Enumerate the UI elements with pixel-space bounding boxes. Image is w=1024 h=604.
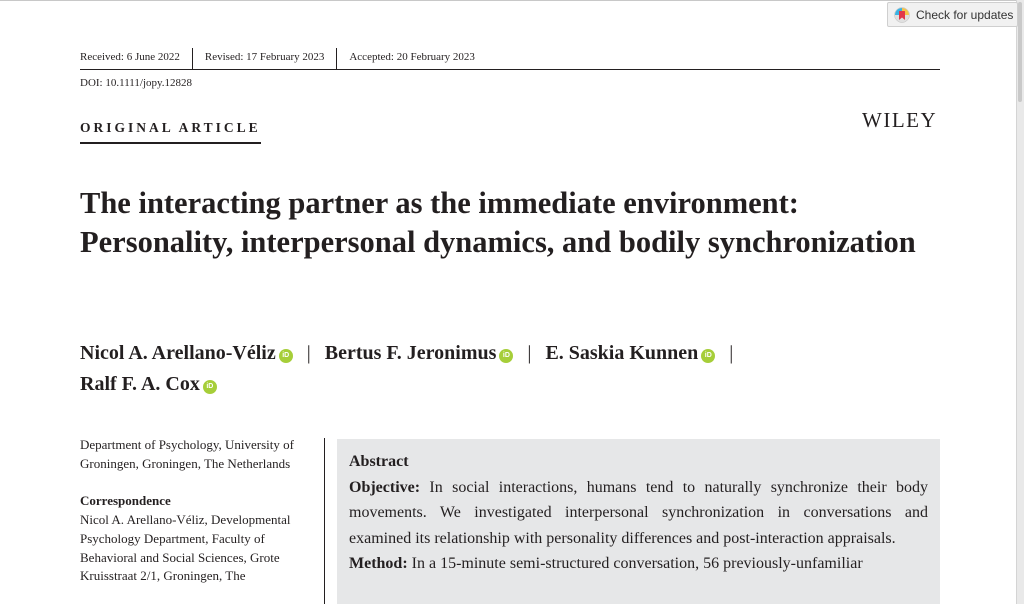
revised-date: Revised: 17 February 2023	[192, 48, 336, 70]
orcid-icon[interactable]: iD	[279, 349, 293, 363]
author-name[interactable]: E. Saskia Kunnen	[545, 342, 699, 364]
correspondence-heading: Correspondence	[80, 493, 171, 509]
scrollbar-thumb[interactable]	[1018, 2, 1022, 102]
doi[interactable]: DOI: 10.1111/jopy.12828	[80, 77, 193, 89]
orcid-icon[interactable]: iD	[203, 380, 217, 394]
article-type: ORIGINAL ARTICLE	[80, 120, 261, 144]
column-divider	[324, 438, 325, 604]
author	[325, 338, 514, 369]
author-name[interactable]: Ralf F. A. Cox	[80, 373, 200, 395]
author	[80, 338, 293, 369]
abstract-objective	[349, 475, 928, 552]
author-separator: |	[527, 342, 532, 364]
method-label: Method:	[349, 555, 408, 572]
accepted-date: Accepted: 20 February 2023	[336, 48, 487, 70]
abstract-box	[337, 439, 940, 604]
author-name[interactable]: Nicol A. Arellano-Véliz	[80, 342, 276, 364]
publisher-logo: WILEY	[862, 108, 938, 132]
affiliation: Department of Psychology, University of Groningen, Groningen, The Netherlands	[80, 437, 294, 471]
author-name[interactable]: Bertus F. Jeronimus	[324, 342, 497, 364]
crossmark-icon	[894, 7, 910, 23]
paper-title: The interacting partner as the immediate environment: Personality, interpersonal dynamics, and bodily synchronization	[80, 186, 916, 259]
affiliation-column	[80, 436, 320, 586]
correspondence-text: Nicol A. Arellano-Véliz, Developmental Psychology Department, Faculty of Behavioral and Social Sciences, Grote Kruisstraat 2/1, Groningen, The	[80, 512, 291, 584]
author-separator: |	[306, 342, 311, 364]
author-list	[80, 338, 940, 400]
objective-text: In social interactions, humans tend to naturally synchronize their body movements. We investigated interpersonal synchronization in conversations and examined its relationship with personality differences and post-interaction appraisals.	[349, 478, 929, 547]
orcid-icon[interactable]: iD	[499, 349, 513, 363]
publication-dates	[80, 48, 940, 70]
author	[545, 338, 715, 369]
objective-label: Objective:	[349, 478, 421, 496]
check-for-updates-button[interactable]	[887, 2, 1018, 27]
author	[80, 369, 217, 400]
method-text: In a 15-minute semi-structured conversation, 56 previously-unfamiliar	[411, 555, 863, 572]
check-for-updates-label: Check for updates	[916, 7, 1014, 22]
orcid-icon[interactable]: iD	[701, 349, 715, 363]
author-separator: |	[729, 342, 734, 364]
abstract-method	[349, 551, 928, 577]
received-date: Received: 6 June 2022	[80, 51, 180, 63]
abstract-heading: Abstract	[349, 453, 409, 470]
